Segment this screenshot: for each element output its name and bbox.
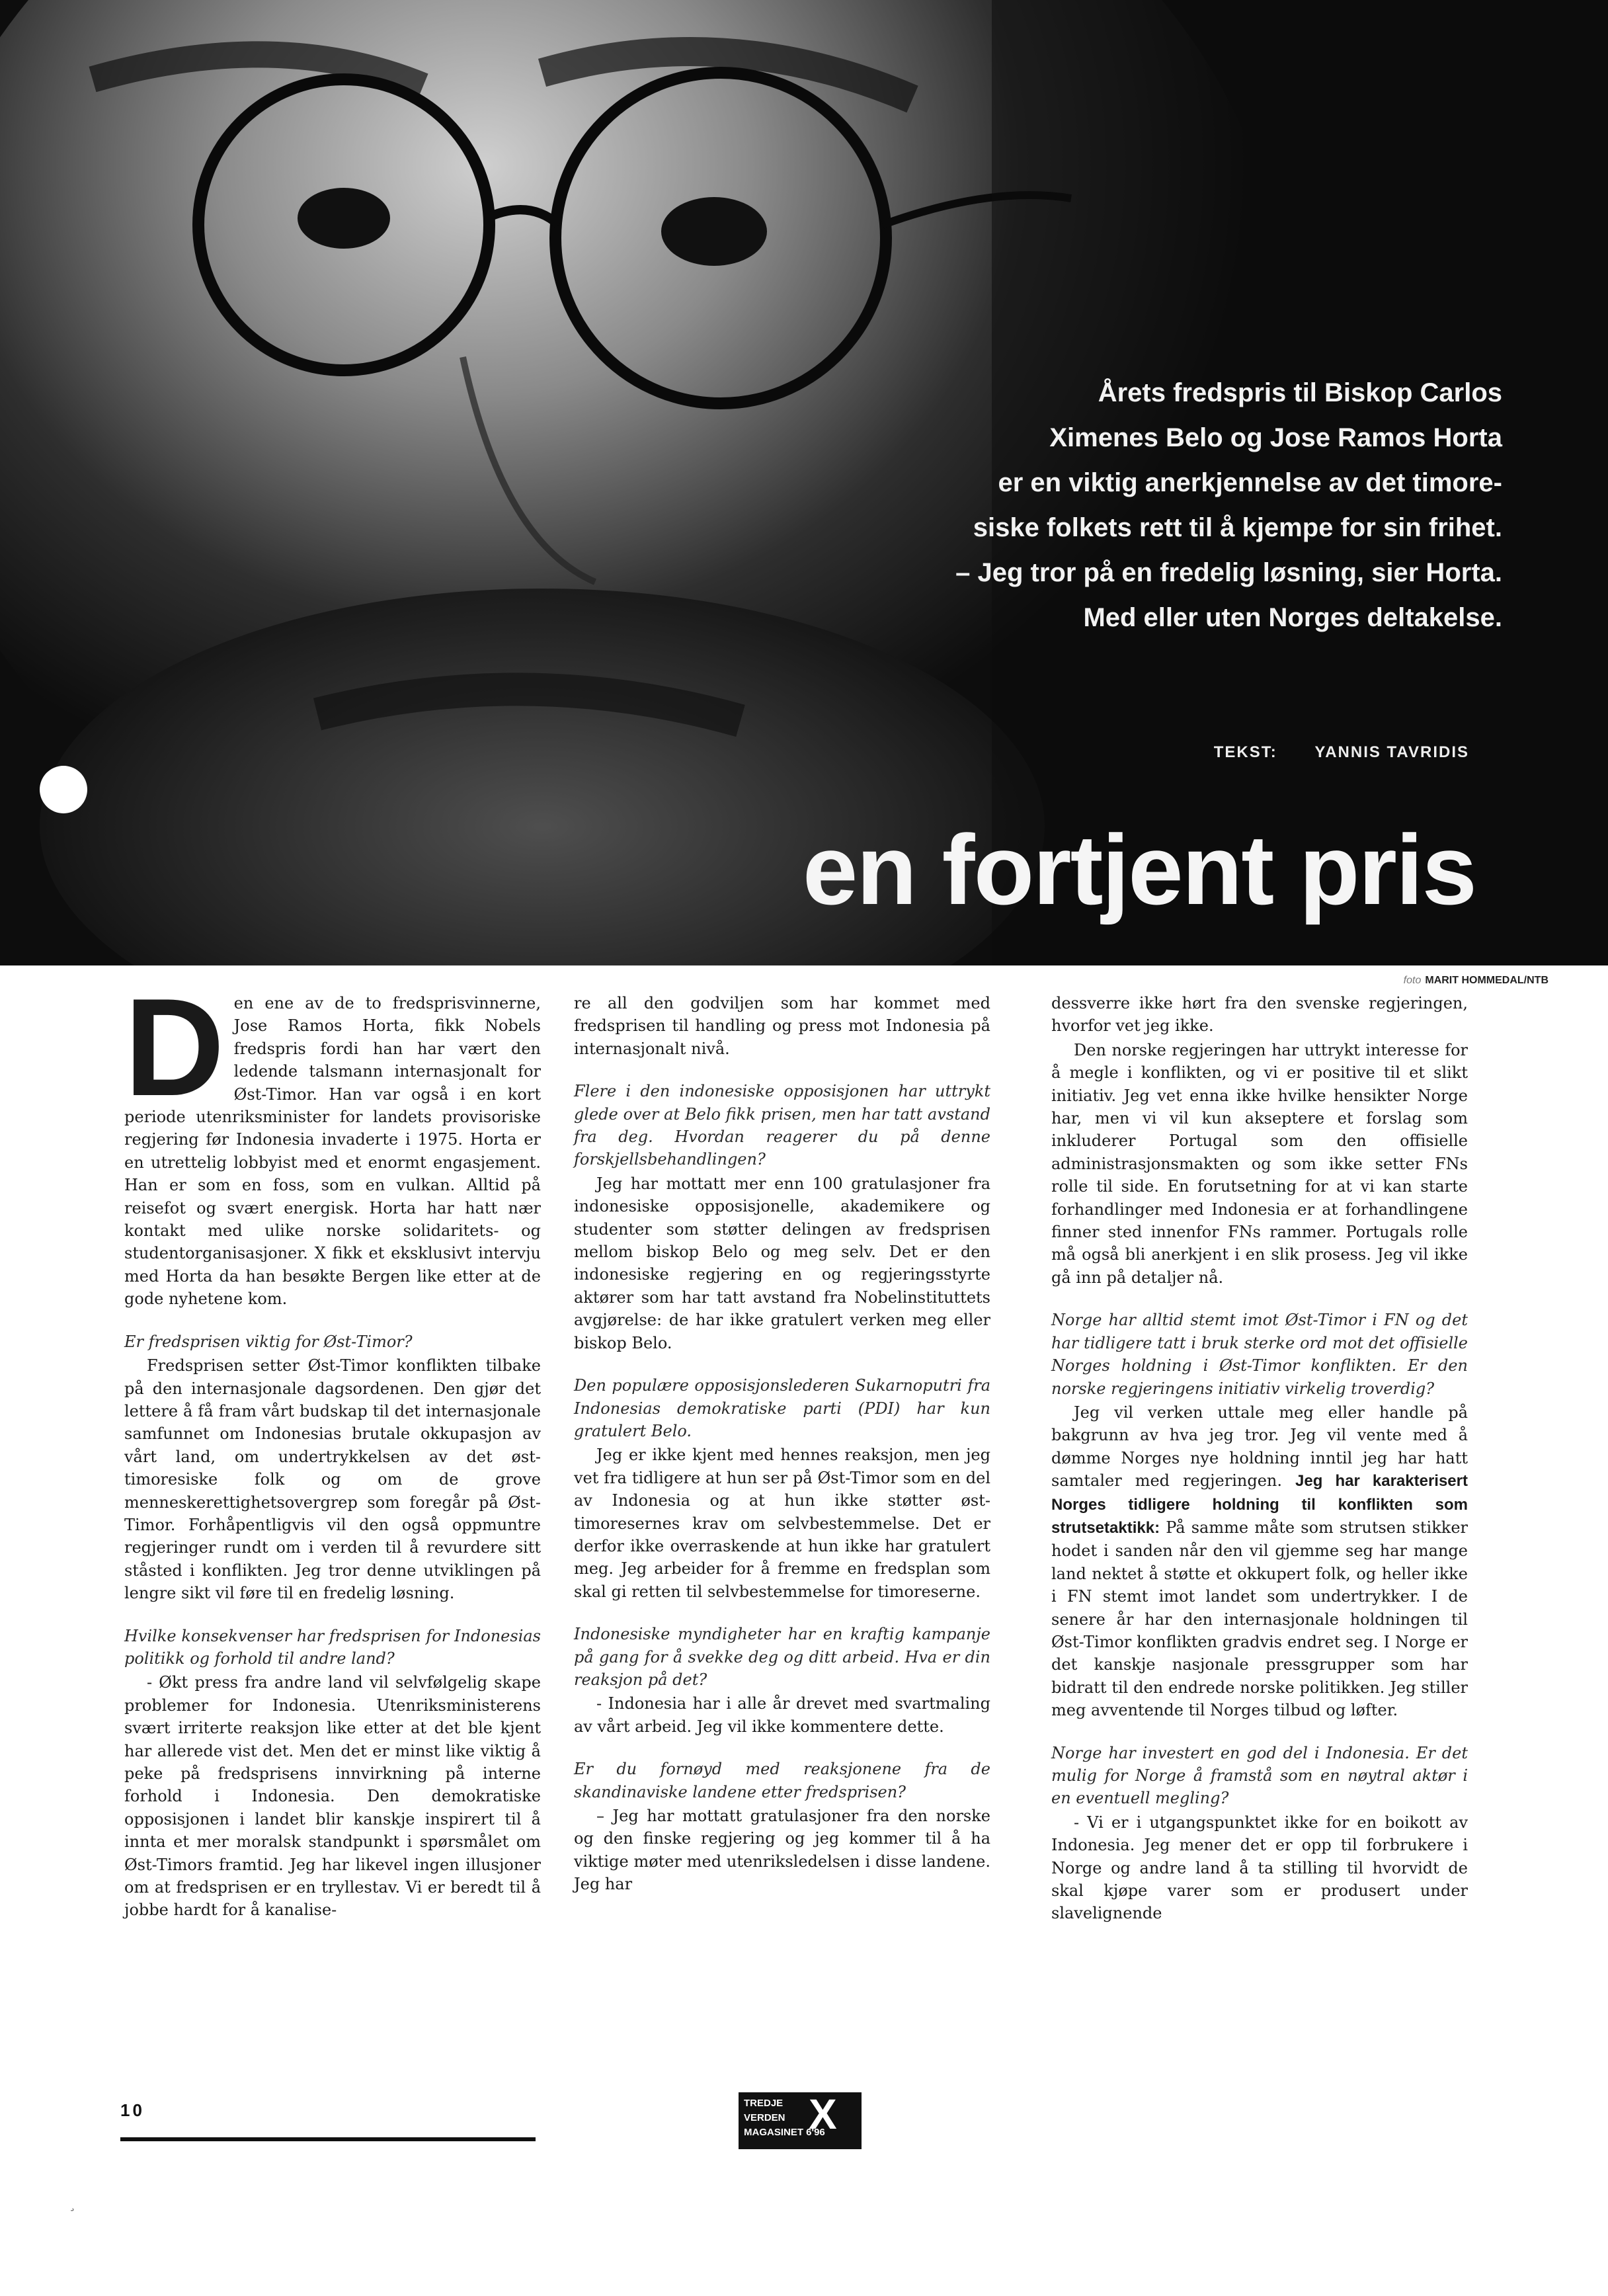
hero-photo [0,0,1608,965]
bullet-dot [40,766,87,813]
paragraph: dessverre ikke hørt fra den svenske regjeringen, hvorfor vet jeg ikke. [1051,994,1468,1036]
paragraph: re all den godviljen som har kommet med fredsprisen til handling og press mot Indonesia på internasjonalt nivå. [574,994,990,1058]
byline-name: YANNIS TAVRIDIS [1314,743,1469,761]
answer [1051,1401,1468,1722]
photo-credit-name: MARIT HOMMEDAL/NTB [1425,975,1548,986]
paragraph: Den norske regjeringen har uttrykt interesse for å megle i konflikten, og vi er positive til et slikt initiativ. Jeg vet enna ikke hvilke hensikter Norge har, men vi vil kun akseptere et forslag som inkluderer Portugal som den offisielle administrasjonsmakten og som ikke setter FNs rolle til side. En forutsetning for at vi kan starte forhandlinger med Indonesia er at forhandlingene finner sted innenfor FNs rammer. Portugals rolle må også bli anerkjent i en slik prosess. Jeg vil ikke gå inn på detaljer nå. [1051,1040,1468,1287]
lead-line: – Jeg tror på en fredelig løsning, sier Horta. [955,558,1502,587]
highlight-text: Jeg har karakterisert Norges tidligere holdning til konflikten som strutsetaktikk: [1051,1472,1468,1537]
logo-line: TREDJE [744,2098,784,2109]
logo-x-mark: X [809,2090,837,2138]
page-number: 10 [120,2100,145,2120]
lead-line: siske folkets rett til å kjempe for sin frihet. [973,513,1502,542]
answer: – Jeg har mottatt gratulasjoner fra den norske og den finske regjering og jeg kommer til å ha viktige møter med utenriksledelsen i disse landene. Jeg har [574,1807,990,1894]
question: Indonesiske myndigheter har en kraftig kampanje på gang for å svekke deg og ditt arbeid. Hva er din reaksjon på det? [574,1625,990,1689]
logo-line: VERDEN [744,2112,785,2123]
article-column-3 [1051,992,1468,1926]
question: Norge har alltid stemt imot Øst-Timor i FN og det har tidligere tatt i bruk sterke ord mot det offisielle Norges holdning i Øst-Timor konflikten. Er den norske regjeringens initiativ virkelig troverdig? [1051,1311,1468,1398]
byline [1214,743,1469,762]
question: Hvilke konsekvenser har fredsprisen for Indonesias politikk og forhold til andre land? [124,1626,541,1668]
paragraph-text: en ene av de to fredsprisvinnerne, Jose Ramos Horta, fikk Nobels fredspris fordi han har vært den ledende talsmann internasjonalt for Øst-Timor. Han var også i en kort periode utenriksminister for landets provisoriske regjering før Indonesia invaderte i 1975. Horta er en utrettelig lobbyist med et enormt engasjement. Han er som en foss, som en vulkan. Alltid på reisefot og svært energisk. Horta har hatt nær kontakt med ulike norske solidaritets- og studentorganisasjoner. X fikk et eksklusivt intervju med Horta da han besøkte Bergen like etter at de gode nyhetene kom. [124,994,541,1309]
answer: Jeg har mottatt mer enn 100 gratulasjoner fra indonesiske opposisjonelle, akademikere og studenter som støtter delingen av fredsprisen mellom biskop Belo og meg selv. Det er den indonesiske regjering en og regjeringsstyrte aktører som har tatt avstand fra Nobelinstituttets avgjørelse: de har ikke gratulert verken meg eller biskop Belo. [574,1174,990,1352]
byline-label: TEKST: [1213,743,1277,761]
question: Norge har investert en god del i Indonesia. Er det mulig for Norge å framstå som en nøytral aktør i en eventuell megling? [1051,1743,1468,1808]
answer-text: Jeg vil verken uttale meg eller handle på bakgrunn av hva jeg tror. Jeg vil vente med å dømme Norges nye holdning inntil jeg har hatt samtaler med regjeringen. [1051,1403,1468,1491]
logo-line: MAGASINET 6'96 [744,2127,825,2138]
answer: Jeg er ikke kjent med hennes reaksjon, men jeg vet fra tidligere at hun ser på Øst-Timor som en del av Indonesia og at hun ikke støtter øst-timoresernes krav om selvbestemmelse. Det er derfor ikke overraskende at hun ikke har gratulert meg. Jeg arbeider for å fremme en fredsplan som skal gi retten til selvbestemmelse for timoreserne. [574,1446,990,1601]
photo-credit-label: foto [1403,975,1422,986]
paragraph [124,969,541,1311]
answer: - Økt press fra andre land vil selvfølgelig skape problemer for Indonesia. Utenriksministerens svært irriterte reaksjon like etter at det ble kjent har allerede vist det. Men det er minst like viktig å peke på fredsprisens innvirkning på interne forhold i Indonesia. Den demokratiske opposisjonen i landet blir kanskje inspirert til å innta et mer moralsk standpunkt i spørsmålet om Øst-Timors framtid. Jeg har likevel ingen illusjoner om at fredsprisen er en tryllestav. Vi er beredt til å jobbe hardt for å kanalise- [124,1673,541,1920]
question: Er fredsprisen viktig for Øst-Timor? [124,1332,413,1351]
article-column-1 [124,969,541,1923]
lead-line: er en viktig anerkjennelse av det timore- [998,468,1502,497]
footer-rule [120,2137,536,2141]
answer: - Vi er i utgangspunktet ikke for en boikott av Indonesia. Jeg mener det er opp til forbrukere i Norge og andre land å ta stilling til hvorvidt de skal kjøpe varer som er produsert under slavelignende [1051,1813,1468,1923]
question: Er du fornøyd med reaksjonene fra de skandinaviske landene etter fredsprisen? [574,1760,990,1801]
answer-text: På samme måte som strutsen stikker hodet i sanden når den vil gjemme seg har mange land nektet å støtte et okkupert folk, og heller ikke i FN stemt imot landet som undertrykker. I de senere år har den internasjonale holdningen til Øst-Timor konflikten gradvis endret seg. I Norge er det kanskje nasjonale pressgrupper som har bidratt til den endrede norske politikken. Jeg stiller meg avventende til Norges tilbud og løfter. [1051,1518,1468,1720]
stray-mark: ¸ [69,2195,76,2212]
lead-paragraph [510,370,1502,640]
answer: - Indonesia har i alle år drevet med svartmaling av vårt arbeid. Jeg vil ikke kommentere dette. [574,1694,990,1736]
drop-cap: D [124,969,225,1125]
lead-line: Årets fredspris til Biskop Carlos [1098,378,1502,407]
headline: en fortjent pris [802,814,1476,925]
question: Den populære opposisjonslederen Sukarnoputri fra Indonesias demokratiske parti (PDI) har kun gratulert Belo. [574,1376,990,1440]
magazine-logo [739,2092,862,2149]
answer: Fredsprisen setter Øst-Timor konflikten tilbake på den internasjonale dagsordenen. Den gjør det lettere å få fram vårt budskap til det internasjonale samfunnet om Indonesias brutale okkupasjon av vårt land, om undertrykkelsen av det øst-timoresiske folk og om de grove menneskerettighetsovergrep som foregår på Øst-Timor. Forhåpentligvis vil den også oppmuntre regjeringer rundt om i verden til å revurdere sitt ståsted i konflikten. Jeg tror denne utviklingen på lengre sikt vil føre til en fredelig løsning. [124,1356,541,1603]
question: Flere i den indonesiske opposisjonen har uttrykt glede over at Belo fikk prisen, men har tatt avstand fra deg. Hvordan reagerer du på denne forskjellsbehandlingen? [574,1082,990,1169]
photo-credit [1404,975,1548,987]
lead-line: Med eller uten Norges deltakelse. [1083,603,1502,632]
article-column-2 [574,992,990,1897]
lead-line: Ximenes Belo og Jose Ramos Horta [1049,423,1502,452]
